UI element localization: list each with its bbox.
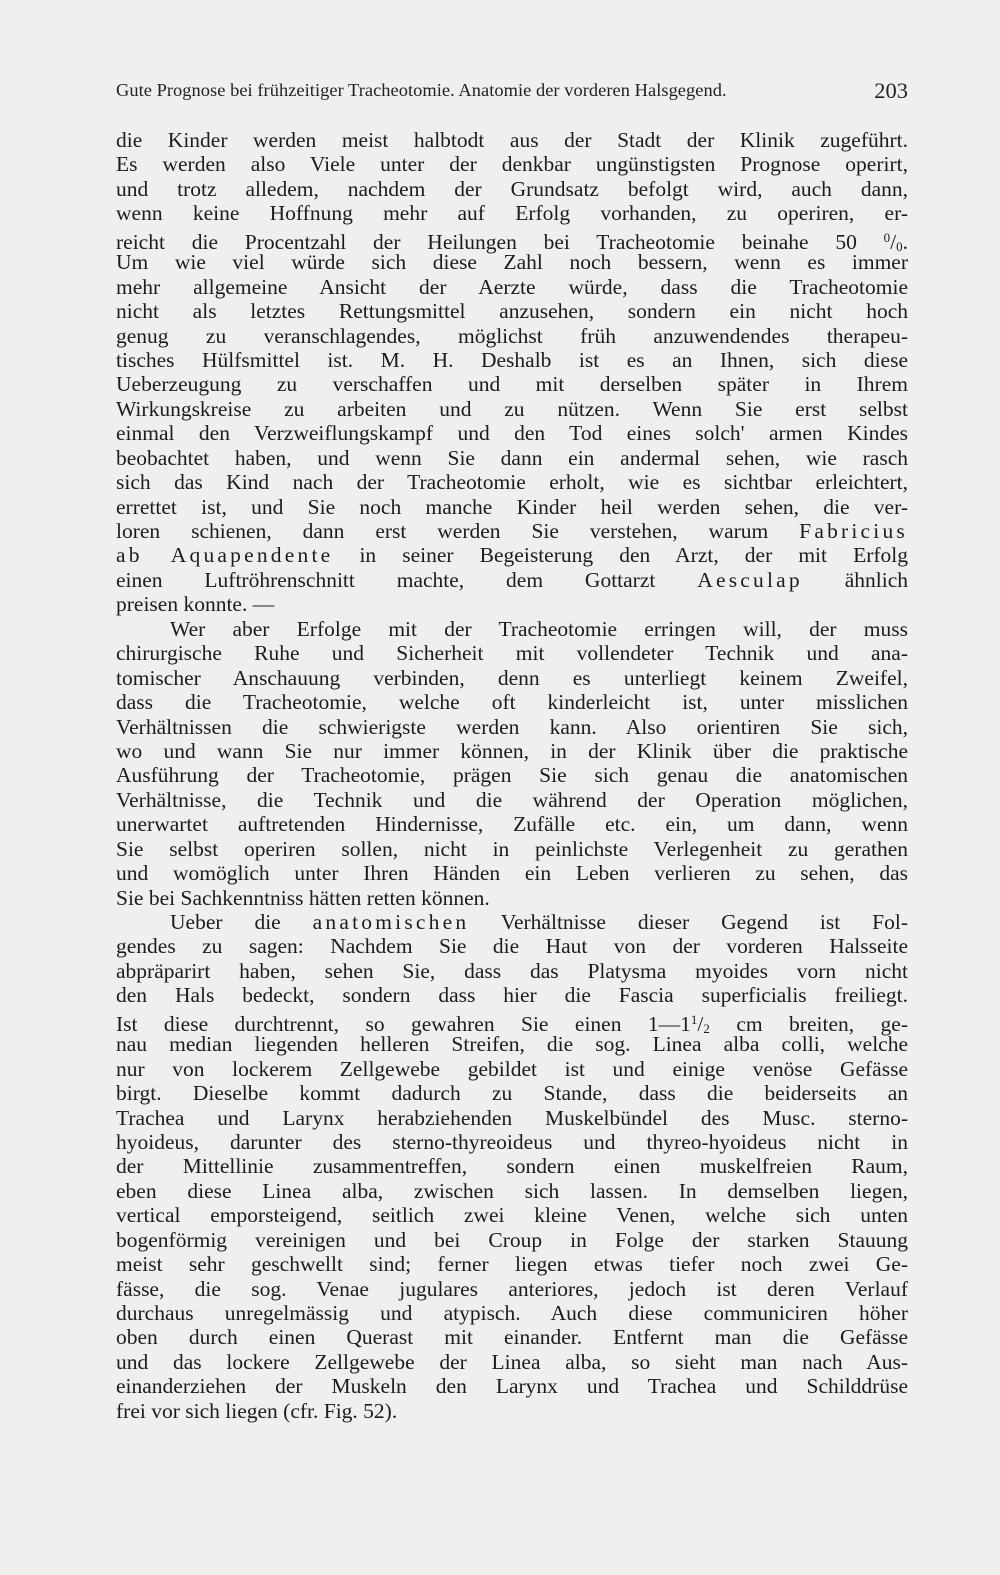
text-line: errettet ist, und Sie noch manche Kinder heil werden sehen, die ver- (116, 494, 908, 519)
text-line: einanderziehen der Muskeln den Larynx und Trachea und Schilddrüse (116, 1374, 908, 1399)
half-sub: 2 (703, 1020, 710, 1036)
text-line: sich das Kind nach der Tracheotomie erholt, wie es sichtbar erleichtert, (116, 470, 908, 495)
text-line: tomischer Anschauung verbinden, denn es unterliegt keinem Zweifel, (116, 665, 908, 690)
text-line: und trotz alledem, nachdem der Grundsatz befolgt wird, auch dann, (116, 176, 908, 201)
text-line: Sie bei Sachkenntniss hätten retten können. (116, 885, 490, 910)
text-line: nur von lockerem Zellgewebe gebildet ist und einige venöse Gefässe (116, 1056, 908, 1081)
text-segment: einen Luftröhrenschnitt machte, dem Gottarzt (116, 567, 656, 592)
text-line: abpräparirt haben, sehen Sie, dass das Platysma myoides vorn nicht (116, 958, 908, 983)
text-line (116, 1008, 908, 1036)
text-segment: in seiner Begeisterung den Arzt, der mit Erfolg (359, 543, 909, 568)
text-line: und das lockere Zellgewebe der Linea alba, so sieht man nach Aus- (116, 1349, 908, 1374)
text-segment: Ueber die (170, 910, 281, 934)
text-line: genug zu veranschlagendes, möglichst früh anzuwendendes therapeu- (116, 323, 908, 348)
text-segment: ähnlich (844, 567, 908, 592)
text-line: oben durch einen Querast mit einander. Entfernt man die Gefässe (116, 1325, 908, 1350)
spaced-name: Fabricius (799, 519, 908, 543)
text-line: unerwartet auftretenden Hindernisse, Zufälle etc. ein, um dann, wenn (116, 812, 908, 837)
text-line: birgt. Dieselbe kommt dadurch zu Stande, dass die beiderseits an (116, 1081, 908, 1106)
text-line: Sie selbst operiren sollen, nicht in peinlichste Verlegenheit zu gerathen (116, 836, 908, 861)
text-line: Trachea und Larynx herabziehenden Muskelbündel des Musc. sterno- (116, 1105, 908, 1130)
text-segment: Verhältnisse dieser Gegend ist Fol- (500, 910, 908, 934)
text-line: vertical emporsteigend, seitlich zwei kleine Venen, welche sich unten (116, 1203, 908, 1228)
percent-slash: / (890, 229, 897, 254)
text-segment: loren schienen, dann erst werden Sie verstehen, warum (116, 519, 769, 543)
text-segment: cm breiten, ge- (736, 1011, 908, 1036)
text-line: frei vor sich liegen (cfr. Fig. 52). (116, 1398, 398, 1423)
text-line (116, 910, 908, 934)
text-segment: Ist diese durchtrennt, so gewahren Sie einen 1—1 (116, 1011, 691, 1036)
text-line: reicht die Procentzahl der Heilungen bei Tracheotomie beinahe 50 $^0$/0. (116, 229, 909, 254)
text-line (116, 543, 908, 567)
percent-sup: 0 (883, 229, 891, 245)
text-line: einmal den Verzweiflungskampf und den Tod eines solch' armen Kindes (116, 421, 908, 446)
text-line: Ausführung der Tracheotomie, prägen Sie sich genau die anatomischen (116, 763, 908, 788)
text-line: preisen konnte. — (116, 592, 275, 617)
text-line: der Mittellinie zusammentreffen, sondern einen muskelfreien Raum, (116, 1154, 908, 1179)
running-head-title: Gute Prognose bei frühzeitiger Tracheotomie. Anatomie der vorderen Halsgegend. (116, 80, 727, 100)
body-text (116, 128, 908, 1423)
text-line (116, 519, 908, 543)
text-line: tisches Hülfsmittel ist. M. H. Deshalb ist es an Ihnen, sich diese (116, 347, 908, 372)
text-line: mehr allgemeine Ansicht der Aerzte würde, dass die Tracheotomie (116, 274, 908, 299)
half-slash: / (697, 1011, 704, 1036)
text-line: den Hals bedeckt, sondern dass hier die Fascia superficialis freiliegt. (116, 983, 908, 1008)
text-line: Verhältnissen die schwierigste werden kann. Also orientiren Sie sich, (116, 714, 908, 739)
text-line: nicht als letztes Rettungsmittel anzusehen, sondern ein nicht hoch (116, 299, 908, 324)
text-line: meist sehr geschwellt sind; ferner liegen etwas tiefer noch zwei Ge- (116, 1252, 908, 1277)
text-line: Wirkungskreise zu arbeiten und zu nützen. Wenn Sie erst selbst (116, 396, 908, 421)
text-segment: reicht die Procentzahl der Heilungen bei Tracheotomie beinahe 50 (116, 229, 857, 254)
text-line: wo und wann Sie nur immer können, in der Klinik über die praktische (116, 738, 908, 763)
text-line: dass die Tracheotomie, welche oft kinderleicht ist, unter misslichen (116, 690, 908, 715)
text-line: hyoideus, darunter des sterno-thyreoideus und thyreo-hyoideus nicht in (116, 1129, 908, 1154)
text-line: nau median liegenden helleren Streifen, die sog. Linea alba colli, welche (116, 1032, 908, 1057)
spaced-name: Aesculap (697, 567, 803, 592)
text-line: bogenförmig vereinigen und bei Croup in Folge der starken Stauung (116, 1227, 908, 1252)
text-line: Ueberzeugung zu verschaffen und mit derselben später in Ihrem (116, 372, 908, 397)
page-number: 203 (874, 78, 908, 103)
text-line: Wer aber Erfolge mit der Tracheotomie erringen will, der muss (170, 616, 908, 641)
text-line: chirurgische Ruhe und Sicherheit mit vollendeter Technik und ana- (116, 641, 908, 666)
running-head (116, 78, 908, 110)
text-line: fässe, die sog. Venae jugulares anteriores, jedoch ist deren Verlauf (116, 1276, 908, 1301)
text-line: und womöglich unter Ihren Händen ein Leben verlieren zu sehen, das (116, 861, 908, 886)
text-line: eben diese Linea alba, zwischen sich lassen. In demselben liegen, (116, 1178, 908, 1203)
text-line: Verhältnisse, die Technik und die während der Operation möglichen, (116, 787, 908, 812)
text-line: Um wie viel würde sich diese Zahl noch bessern, wenn es immer (116, 250, 908, 275)
text-line: beobachtet haben, und wenn Sie dann ein andermal sehen, wie rasch (116, 445, 908, 470)
text-line: gendes zu sagen: Nachdem Sie die Haut von der vorderen Halsseite (116, 934, 908, 959)
text-line: durchaus unregelmässig und atypisch. Auch diese communiciren höher (116, 1301, 908, 1325)
text-line: die Kinder werden meist halbtodt aus der Stadt der Klinik zugeführt. (116, 128, 908, 152)
percent-sub: 0 (896, 238, 903, 254)
spaced-name: ab Aquapendente (116, 543, 334, 568)
text-line (116, 568, 908, 592)
spaced-term: anatomischen (312, 910, 470, 934)
text-line: Es werden also Viele unter der denkbar ungünstigsten Prognose operirt, (116, 152, 908, 177)
text-line: wenn keine Hoffnung mehr auf Erfolg vorhanden, zu operiren, er- (116, 201, 908, 226)
half-sup: 1 (690, 1011, 698, 1027)
